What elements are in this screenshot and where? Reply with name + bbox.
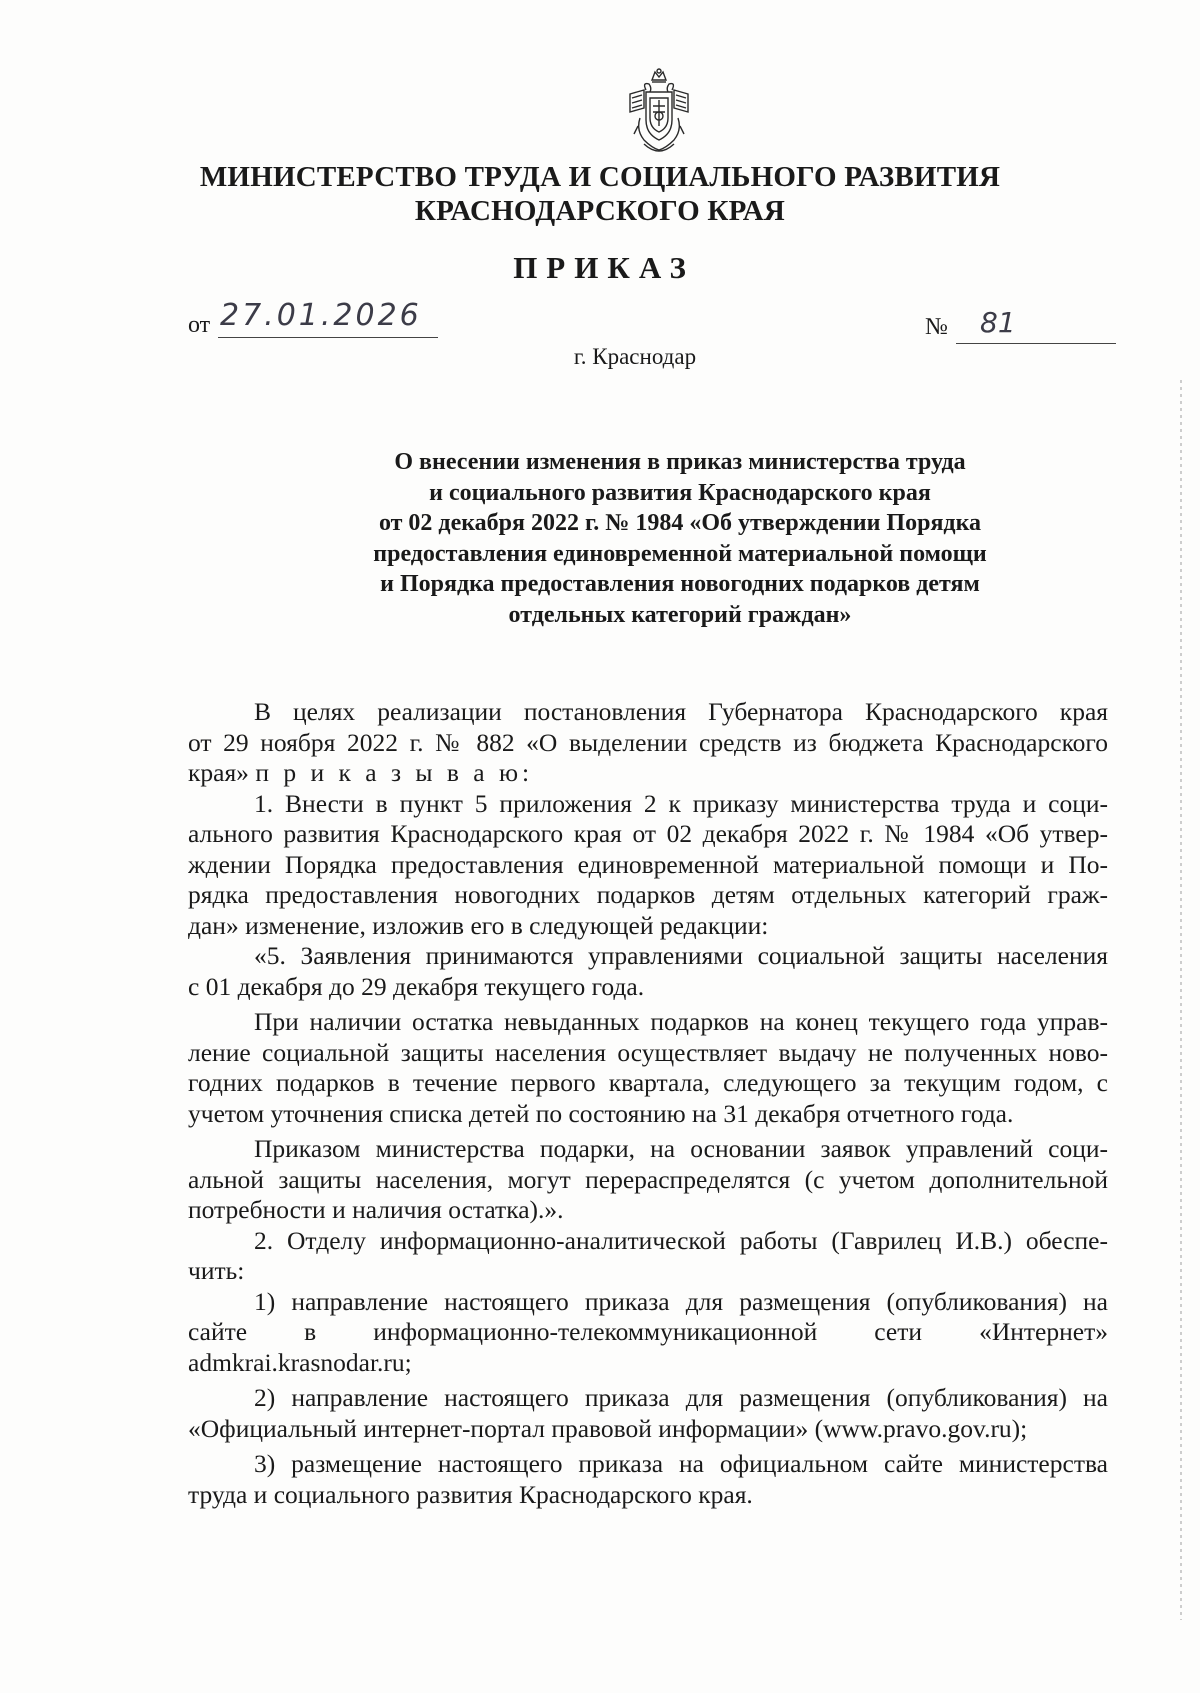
- subject-line: предоставления единовременной материальной помощи: [373, 540, 987, 567]
- body-line: сайте в информационно-телекоммуникационной сети «Интернет»: [188, 1317, 1108, 1346]
- order-subject: [320, 447, 1040, 630]
- body-line: рядка предоставления новогодних подарков детям отдельных категорий граж-: [188, 880, 1108, 909]
- order-body: [188, 697, 1108, 1510]
- order-verb: п р и к а з ы в а ю:: [255, 758, 534, 787]
- order-title: ПРИКАЗ: [513, 250, 695, 285]
- body-line: 3) размещение настоящего приказа на официальном сайте министерства: [254, 1449, 1108, 1478]
- body-line: 1. Внести в пункт 5 приложения 2 к приказу министерства труда и соци-: [254, 788, 1108, 818]
- date-label: от: [188, 312, 211, 338]
- body-line: ление социальной защиты населения осуществляет выдачу не полученных ново-: [188, 1037, 1108, 1067]
- number-label: №: [925, 314, 948, 340]
- body-line: «5. Заявления принимаются управлениями социальной защиты населения: [254, 941, 1108, 970]
- body-line: учетом уточнения списка детей по состоянию на 31 декабря отчетного года.: [188, 1098, 1014, 1128]
- handwritten-date: 27.01.2026: [218, 298, 438, 338]
- body-line: от 29 ноября 2022 г. № 882 «О выделении средств из бюджета Краснодарского: [188, 727, 1108, 757]
- scan-edge-dots: [1180, 380, 1182, 1620]
- body-line: ального развития Краснодарского края от 02 декабря 2022 г. № 1984 «Об утвер-: [188, 819, 1108, 848]
- body-line: 2) направление настоящего приказа для размещения (опубликования) на: [254, 1383, 1108, 1412]
- subject-line: и социального развития Краснодарского края: [429, 479, 931, 506]
- body-line: 2. Отделу информационно-аналитической работы (Гаврилец И.В.) обеспе-: [254, 1225, 1108, 1255]
- krasnodar-krai-coat-of-arms-icon: [622, 68, 696, 156]
- body-line: труда и социального развития Краснодарского края.: [188, 1479, 753, 1509]
- body-line: В целях реализации постановления Губернатора Краснодарского края: [254, 697, 1108, 726]
- city-line: г. Краснодар: [573, 344, 697, 369]
- body-line: годних подарков в течение первого квартала, следующего за текущим годом, с: [188, 1068, 1108, 1097]
- ministry-name-line2: КРАСНОДАРСКОГО КРАЯ: [414, 195, 786, 227]
- body-line: При наличии остатка невыданных подарков на конец текущего года управ-: [254, 1007, 1108, 1036]
- body-text: края»: [188, 758, 249, 787]
- ministry-name-line1: МИНИСТЕРСТВО ТРУДА И СОЦИАЛЬНОГО РАЗВИТИЯ: [199, 161, 1001, 193]
- body-line: «Официальный интернет-портал правовой информации» (www.pravo.gov.ru);: [188, 1413, 1028, 1443]
- handwritten-number: 81: [956, 306, 1116, 344]
- subject-line: О внесении изменения в приказ министерства труда: [394, 449, 966, 475]
- body-line: admkrai.krasnodar.ru;: [188, 1347, 412, 1377]
- body-line: дан» изменение, изложив его в следующей редакции:: [188, 910, 769, 940]
- body-line: Приказом министерства подарки, на основании заявок управлений соци-: [254, 1134, 1108, 1163]
- body-line: альной защиты населения, могут перераспределятся (с учетом дополнительной: [188, 1164, 1108, 1194]
- body-line: ждении Порядка предоставления единовременной материальной помощи и По-: [188, 849, 1108, 879]
- subject-line: и Порядка предоставления новогодних подарков детям: [380, 571, 980, 597]
- subject-line: отдельных категорий граждан»: [508, 601, 852, 628]
- subject-line: от 02 декабря 2022 г. № 1984 «Об утверждении Порядка: [378, 510, 982, 536]
- body-line: с 01 декабря до 29 декабря текущего года.: [188, 971, 645, 1001]
- body-line: 1) направление настоящего приказа для размещения (опубликования) на: [254, 1286, 1108, 1316]
- body-line: потребности и наличия остатка).».: [188, 1195, 564, 1224]
- body-line: [188, 758, 1108, 789]
- body-line: чить:: [188, 1256, 245, 1285]
